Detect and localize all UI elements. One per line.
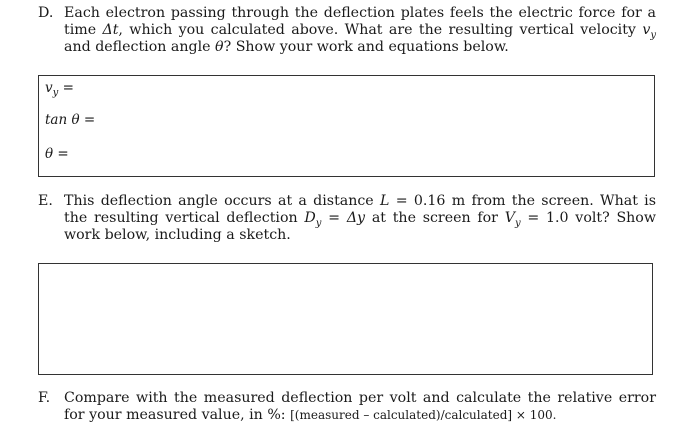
question-d-text: Each electron passing through the deflection plates feels the electric force for a time Δt, which you calculated above. What are the resulting vertical velocity $v_y$ and deflection angle θ? Show your work and equations below. [64,5,656,55]
question-f [38,390,656,424]
answer-box-d[interactable] [38,75,655,177]
question-e [38,193,656,244]
answer-box-e[interactable] [38,263,653,375]
question-e-text: This deflection angle occurs at a distance L = 0.16 m from the screen. What is the resulting vertical deflection $D_y = \Delta y$ at the screen for $V_y = 1.0$ volt? Show work below, including a sketch. [64,193,657,243]
question-d [38,5,656,56]
question-f-text: Compare with the measured deflection per volt and calculate the relative error for your measured value, in %: [(measured – calculated)/calculated] × 100. [64,390,656,423]
question-f-letter: F. [38,390,51,406]
question-d-letter: D. [38,5,54,21]
theta-label: θ = [45,146,69,162]
question-e-letter: E. [38,193,53,209]
vy-label: $v_y$ = [45,80,74,99]
tan-theta-label: tan θ = [45,112,96,128]
